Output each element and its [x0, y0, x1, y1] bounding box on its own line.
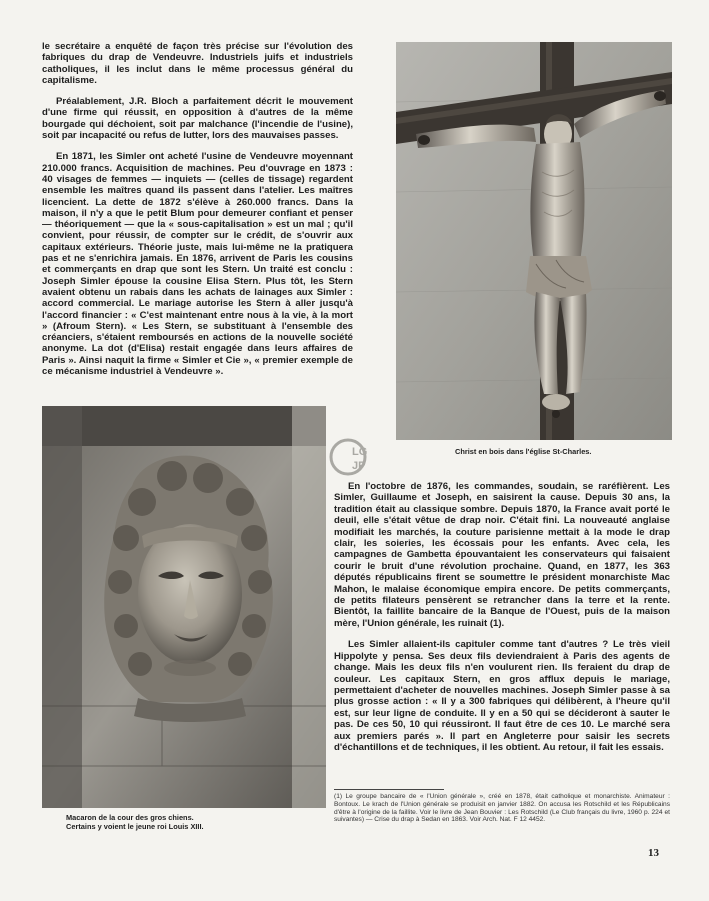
page-number: 13 — [648, 847, 659, 859]
left-column-text — [42, 41, 353, 387]
right-column-text — [334, 481, 670, 763]
macaron-photo — [42, 406, 326, 808]
footnote: (1) Le groupe bancaire de « l'Union générale », créé en 1878, était catholique et monarchiste. Animateur : Bontoux. Le krach de l'Union générale se produisit en janvier 1882. On accusa les Rotschild et les Républicains d'être à l'origine de la faillite. Voir le livre de Jean Bouvier : Les Rotschild (Le Club français du livre, 1960 p. 224 et suivantes) — Crise du drap à Sedan en 1863. Voir Arch. Nat. F 12 4452. — [334, 793, 670, 824]
macaron-caption — [66, 813, 296, 831]
paragraph: Préalablement, J.R. Bloch a parfaitement décrit le mouvement d'une firme qui réussit, en opposition à d'autres de la même bourgade qui déchoient, soit par malchance (l'incendie de l'usine), soit par incapacité ou refus de lutter, lors des mauvaises passes. — [42, 96, 353, 142]
crucifix-caption: Christ en bois dans l'église St-Charles. — [455, 447, 592, 456]
watermark-logo — [328, 436, 374, 478]
paragraph: En 1871, les Simler ont acheté l'usine de Vendeuvre moyennant 210.000 francs. Acquisition de machines. Peu d'ouvrage en 1873 : 40 visages de femmes — inquiets — (celles de tissage) regardent ensemble les maîtres quand ils passent dans l'atelier. Les maîtres licencient. La dette de 1872 s'élève à 260.000 francs. Dans la maison, il n'y a que le petit Blum pour demeurer confiant et penser — théoriquement — que la « sous-capitalisation » est un mal ; qu'il convient, pour réussir, de compter sur le crédit, de s'ouvrir aux capitaux extérieurs. Théorie juste, mais lui-même ne la pratiquera pas et ne s'enrichira jamais. En 1876, arrivent de Paris les cousins et commerçants en drap que sont les Stern. Un traité est conclu : Joseph Simler épouse la cousine Elisa Stern. Plus tôt, les Stern avaient obtenu un rabais dans les achats de lainages aux Simler : accord commercial. Le mariage autorise les Stern à aller jusqu'à l'accord financier : « C'est maintenant entre nous à la vie, à la mort » (Afroum Stern). « Les Stern, se substituant à l'ensemble des créanciers, s'étaient remboursés en actions de la nouvelle société anonyme. La dot (d'Elisa) restait engagée dans leurs affaires de Paris ». Ainsi naquit la firme « Simler et Cie », « premier exemple de ce mécanisme industriel à Vendeuvre ». — [42, 151, 353, 378]
svg-text:LG: LG — [352, 446, 368, 458]
paragraph: Les Simler allaient-ils capituler comme tant d'autres ? Le très vieil Hippolyte y pensa. Ses deux fils deviendraient à Paris des agents de change. Mais les deux fils n'en voulurent rien. Ils feraient du drap de couleur. Les capitaux Stern, en gros afflux depuis le mariage, permettaient d'acheter de nouvelles machines. Joseph Simler passe à sa plus grosse action : « Il y a 300 fabriques qui délibèrent, à l'heure qu'il est, sur leur ligne de conduite. Il y en a 50 qui se décideront à sauter le pas. De ces 50, 10 qui réussiront. Il faut être de ces 10. Le marché sera aux premiers parés ». Il part en Angleterre pour saisir les secrets d'échantillons et de techniques, il les obtient. Au retour, il fait les essais. — [334, 639, 670, 753]
footnote-divider — [334, 789, 444, 790]
paragraph: En l'octobre de 1876, les commandes, soudain, se raréfièrent. Les Simler, Guillaume et Joseph, en saisirent la cause. Depuis 30 ans, la tradition était au classique sombre. Depuis 1870, la France avait porté le deuil, elle s'était vêtue de drap noir. C'était fini. La nouveauté anglaise modifiait les marchés, la couture parisienne mettait à la mode le drap clair, les soieries, les écossais pour les enfants. Avec cela, les campagnes de Gambetta épouvantaient les conservateurs qui faisaient courir le bruit d'une révolution prochaine. Quand, en 1877, les 363 députés républicains firent se soumettre le président monarchiste Mac Mahon, le malaise économique empira encore. De petits commerçants, de petits filateurs pensèrent se retrancher dans la terre et la rente. Bientôt, la faillite bancaire de la Banque de l'Ouest, puis de la maison mère, l'Union générale, les ruinait (1). — [334, 481, 670, 629]
crucifix-photo — [396, 42, 672, 440]
macaron-caption-line: Macaron de la cour des gros chiens. — [66, 813, 194, 822]
svg-text:JP: JP — [352, 460, 366, 472]
paragraph: le secrétaire a enquêté de façon très précise sur l'évolution des fabriques du drap de Vendeuvre. Industriels juifs et industriels catholiques, il les inclut dans le même processus général du capitalisme. — [42, 41, 353, 86]
macaron-caption-line: Certains y voient le jeune roi Louis XIII. — [66, 822, 204, 831]
